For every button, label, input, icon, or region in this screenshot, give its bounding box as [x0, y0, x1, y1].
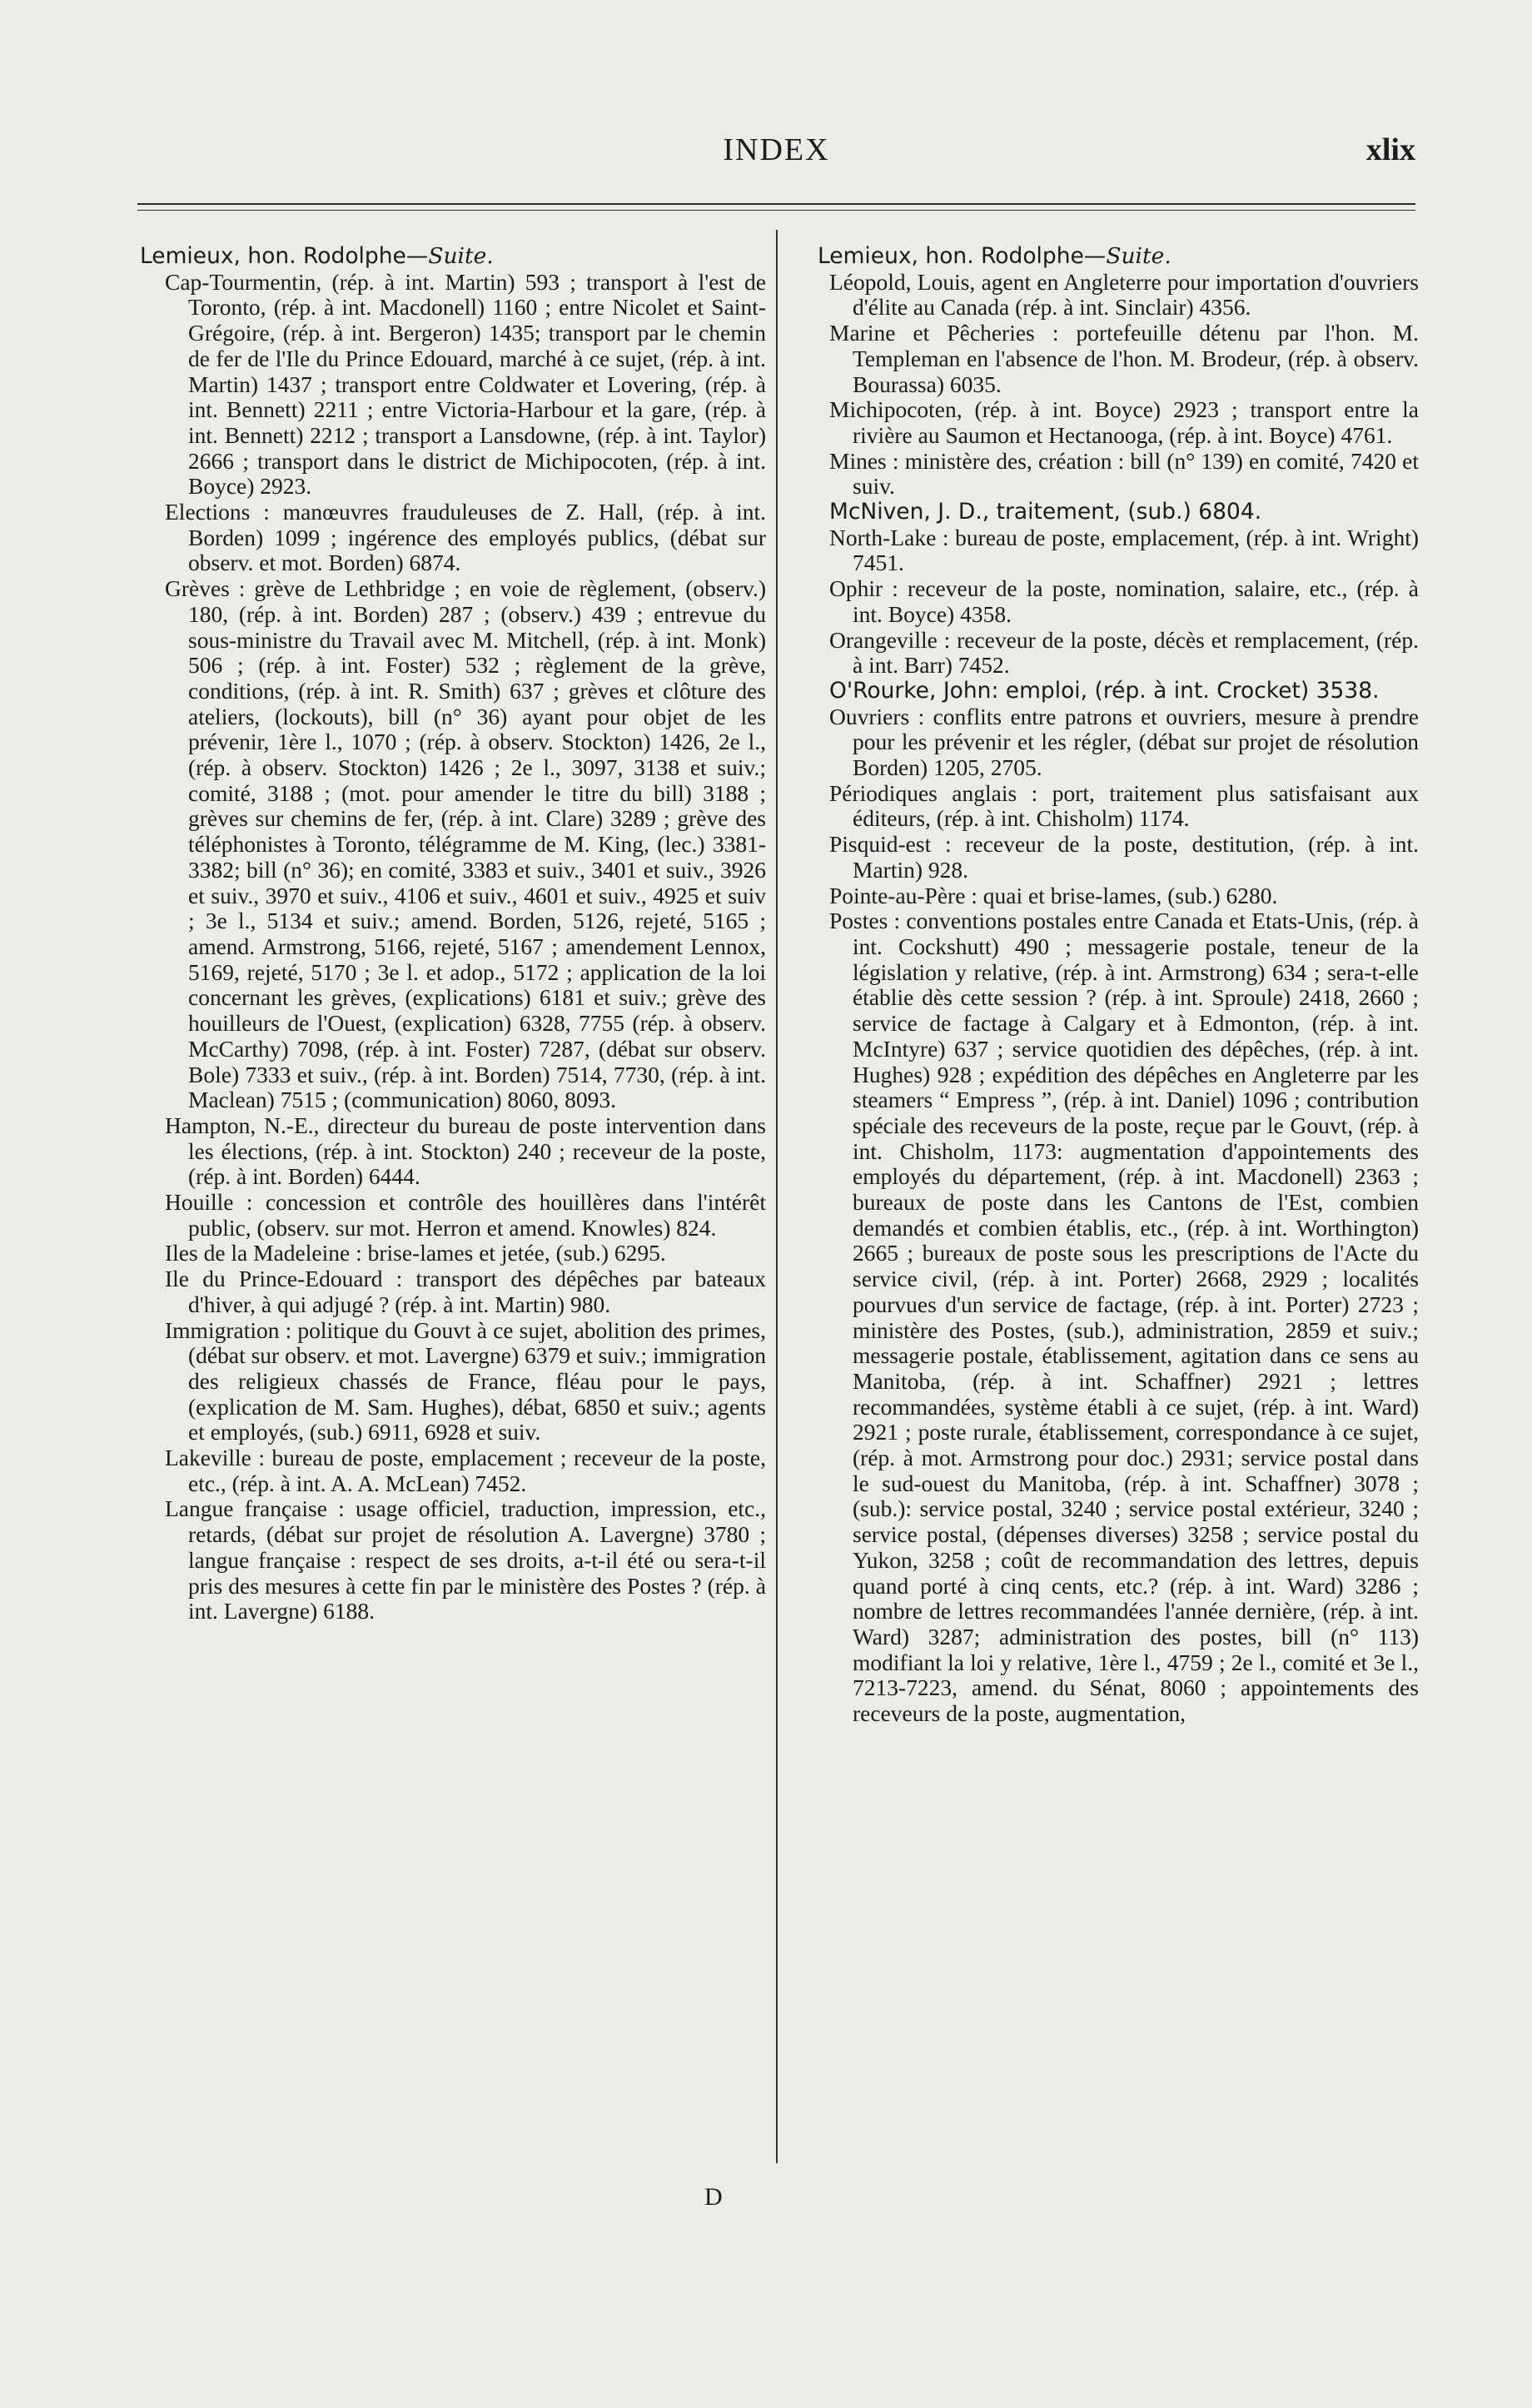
heading-name: Lemieux, hon. Rodolphe— [140, 243, 429, 269]
page-number: xlix [1365, 132, 1415, 167]
index-entry: Mines : ministère des, création : bill (n° 139) en comité, 7420 et suiv. [829, 447, 1419, 500]
index-entry: Pisquid-est : receveur de la poste, destitution, (rép. à int. Martin) 928. [829, 831, 1419, 883]
index-entry: Périodiques anglais : port, traitement plus satisfaisant aux éditeurs, (rép. à int. Chisholm) 1174. [829, 779, 1419, 832]
header-rule-bottom [137, 210, 1415, 211]
index-entry: Ile du Prince-Edouard : transport des dépêches par bateaux d'hiver, à qui adjugé ? (rép. à int. Martin) 980. [165, 1266, 766, 1317]
index-entry: Immigration : politique du Gouvt à ce sujet, abolition des primes, (débat sur observ. et mot. Lavergne) 6379 et suiv.; immigration des religieux chassés de France, fléau pour le pays, (explication de M. Sam. Hughes), débat, 6850 et suiv.; agents et employés, (sub.) 6911, 6928 et suiv. [165, 1316, 766, 1445]
column-divider [776, 230, 778, 2163]
index-entry: Langue française : usage officiel, traduction, impression, etc., retards, (débat sur projet de résolution A. Lavergne) 3780 ; langue française : respect de ses droits, a-t-il été ou sera-t-il pris des mesures à cette fin par le ministère des Postes ? (rép. à int. Lavergne) 6188. [165, 1495, 766, 1624]
left-column [140, 244, 766, 1624]
index-entry: O'Rourke, John: emploi, (rép. à int. Crocket) 3538. [829, 677, 1380, 704]
index-entry: Ouvriers : conflits entre patrons et ouvriers, mesure à prendre pour les prévenir et les régler, (débat sur projet de résolution Borden) 1205, 2705. [829, 703, 1419, 781]
index-entry: Grèves : grève de Lethbridge ; en voie de règlement, (observ.) 180, (rép. à int. Borden) 287 ; (observ.) 439 ; entrevue du sous-ministre du Travail avec M. Mitchell, (rép. à int. Monk) 506 ; (rép. à int. Foster) 532 ; règlement de la grève, conditions, (rép. à int. R. Smith) 637 ; grèves et clôture des ateliers, (lockouts), bill (n° 36) ayant pour objet de les prévenir, 1ère l., 1070 ; (rép. à observ. Stockton) 1426, 2e l., (rép. à observ. Stockton) 1426 ; 2e l., 3097, 3138 et suiv.; comité, 3188 ; (mot. pour amender le titre du bill) 3188 ; grèves sur chemins de fer, (rép. à int. Clare) 3289 ; grève des téléphonistes à Toronto, télégramme de M. King, (lec.) 3381-3382; bill (n° 36); en comité, 3383 et suiv., 3401 et suiv., 3926 et suiv., 3970 et suiv., 4106 et suiv., 4601 et suiv., 4925 et suiv ; 3e l., 5134 et suiv.; amend. Borden, 5126, rejeté, 5165 ; amend. Armstrong, 5166, rejeté, 5167 ; amendement Lennox, 5169, rejeté, 5170 ; 3e l. et adop., 5172 ; application de la loi concernant les grèves, (explications) 6181 et suiv.; grève des houilleurs de l'Ouest, (explication) 6328, 7755 (rép. à observ. McCarthy) 7098, (rép. à int. Foster) 7287, (débat sur observ. Bole) 7333 et suiv., (rép. à int. Borden) 7514, 7730, (rép. à int. Maclean) 7515 ; (communication) 8060, 8093. [165, 575, 766, 1113]
heading-suite: Suite. [1106, 243, 1171, 269]
page-title: INDEX [723, 132, 830, 167]
index-entry: Pointe-au-Père : quai et brise-lames, (sub.) 6280. [829, 882, 1278, 908]
index-entry: Houille : concession et contrôle des houillères dans l'intérêt public, (observ. sur mot. Herron et amend. Knowles) 824. [165, 1189, 766, 1241]
index-entry: Cap-Tourmentin, (rép. à int. Martin) 593 ; transport à l'est de Toronto, (rép. à int. Macdonell) 1160 ; entre Nicolet et Saint-Grégoire, (rép. à int. Bergeron) 1435; transport par le chemin de fer de l'Ile du Prince Edouard, marché à ce sujet, (rép. à int. Martin) 1437 ; transport entre Coldwater et Lovering, (rép. à int. Bennett) 2211 ; entre Victoria-Harbour et la gare, (rép. à int. Bennett) 2212 ; transport a Lansdowne, (rép. à int. Taylor) 2666 ; transport dans le district de Michipocoten, (rép. à int. Boyce) 2923. [165, 268, 766, 500]
index-entry: Elections : manœuvres frauduleuses de Z. Hall, (rép. à int. Borden) 1099 ; ingérence des employés publics, (débat sur observ. et mot. Borden) 6874. [165, 499, 766, 576]
index-entry: Hampton, N.-E., directeur du bureau de poste intervention dans les élections, (rép. à int. Stockton) 240 ; receveur de la poste, (rép. à int. Borden) 6444. [165, 1112, 766, 1190]
index-entry: McNiven, J. D., traitement, (sub.) 6804. [829, 499, 1262, 525]
index-entry: Iles de la Madeleine : brise-lames et jetée, (sub.) 6295. [165, 1240, 666, 1266]
signature-mark: D [704, 2183, 723, 2211]
index-entry: Léopold, Louis, agent en Angleterre pour importation d'ouvriers d'élite au Canada (rép. à int. Sinclair) 4356. [829, 268, 1419, 321]
index-entry: Marine et Pêcheries : portefeuille détenu par l'hon. M. Templeman en l'absence de l'hon. M. Brodeur, (rép. à observ. Bourassa) 6035. [829, 320, 1419, 397]
index-entry: Postes : conventions postales entre Canada et Etats-Unis, (rép. à int. Cockshutt) 490 ; messagerie postale, teneur de la législation y relative, (rép. à int. Armstrong) 634 ; sera-t-elle établie dès cette session ? (rép. à int. Sproule) 2418, 2660 ; service de factage à Calgary et à Edmonton, (rép. à int. McIntyre) 637 ; service quotidien des dépêches, (rép. à int. Hughes) 928 ; expédition des dépêches en Angleterre par les steamers “ Empress ”, (rép. à int. Daniel) 1096 ; contribution spéciale des receveurs de la poste, reçue par le Gouvt, (rép. à int. Chisholm, 1173: augmentation d'appointements des employés du département, (rép. à int. Macdonell) 2363 ; bureaux de poste dans les Cantons de l'Est, combien demandés et combien établis, etc., (rép. à int. Worthington) 2665 ; bureaux de poste sous les prescriptions de l'Acte du service civil, (rép. à int. Porter) 2668, 2929 ; localités pourvues d'un service de factage, (rép. à int. Porter) 2723 ; ministère des Postes, (sub.), administration, 2859 et suiv.; messagerie postale, établissement, agitation dans ce sens au Manitoba, (rép. à int. Schaffner) 2921 ; lettres recommandées, système établi à ce sujet, (rép. à int. Ward) 2921 ; poste rurale, établissement, correspondance à ce sujet, (rép. à mot. Armstrong pour doc.) 2931; service postal dans le sud-ouest du Manitoba, (rép. à int. Schaffner) 3078 ; (sub.): service postal, 3240 ; service postal extérieur, 3240 ; service postal, (dépenses diverses) 3258 ; service postal du Yukon, 3258 ; coût de recommandation des lettres, depuis quand porté à cinq cents, etc.? (rép. à int. Ward) 3286 ; nombre de lettres recommandées l'année dernière, (rép. à int. Ward) 3287; administration des postes, bill (n° 113) modifiant la loi y relative, 1ère l., 4759 ; 2e l., comité et 3e l., 7213-7223, amend. du Sénat, 8060 ; appointements des receveurs de la poste, augmentation, [829, 908, 1419, 1727]
index-entry: North-Lake : bureau de poste, emplacement, (rép. à int. Wright) 7451. [829, 524, 1419, 576]
index-entry: Orangeville : receveur de la poste, décès et remplacement, (rép. à int. Barr) 7452. [829, 626, 1419, 679]
page-header [137, 132, 1415, 173]
index-entry: Lakeville : bureau de poste, emplacement ; receveur de la poste, etc., (rép. à int. A. A. McLean) 7452. [165, 1445, 766, 1496]
header-rule-top [137, 203, 1415, 205]
right-column [818, 244, 1419, 1727]
column-heading [140, 244, 766, 270]
heading-suite: Suite. [428, 243, 494, 269]
index-entry: Ophir : receveur de la poste, nomination, salaire, etc., (rép. à int. Boyce) 4358. [829, 575, 1419, 627]
column-heading [818, 244, 1419, 270]
index-entry: Michipocoten, (rép. à int. Boyce) 2923 ; transport entre la rivière au Saumon et Hectanooga, (rép. à int. Boyce) 4761. [829, 396, 1419, 448]
heading-name: Lemieux, hon. Rodolphe— [818, 243, 1107, 269]
